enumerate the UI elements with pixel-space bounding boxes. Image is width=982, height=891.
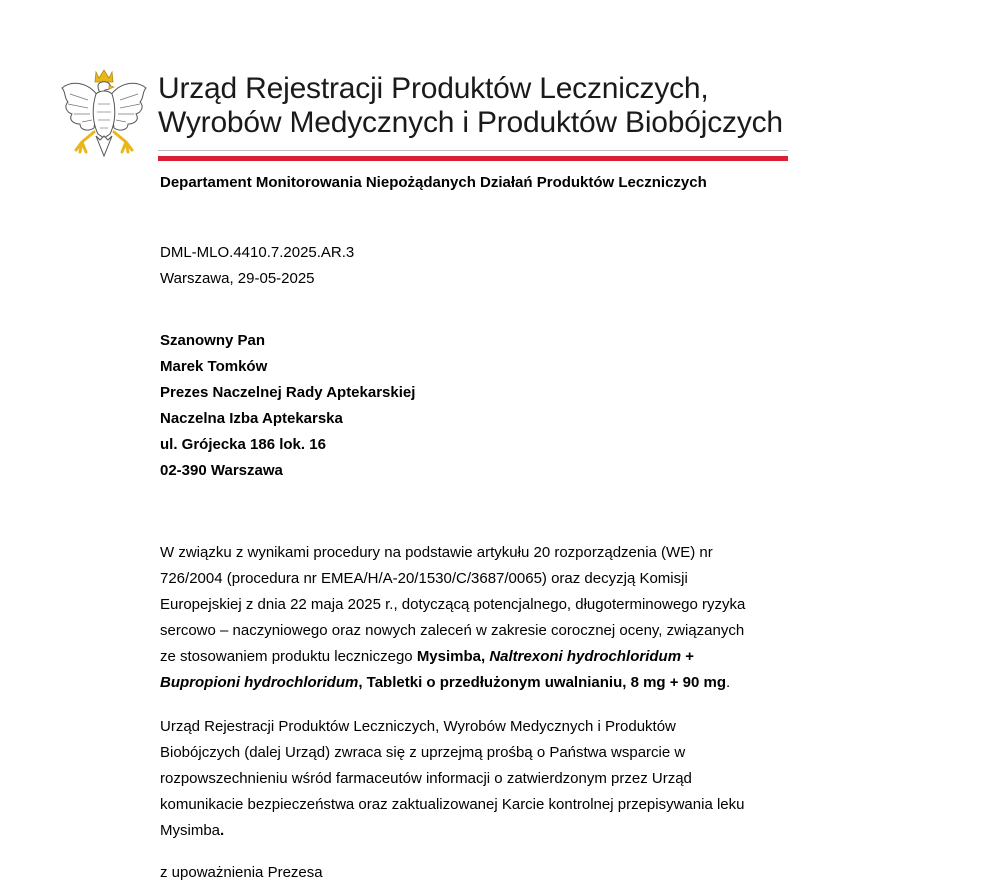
active-substance-1: Naltrexoni hydrochloridum xyxy=(489,648,682,665)
place-date: Warszawa, 29-05-2025 xyxy=(160,270,315,287)
recipient-city: 02-390 Warszawa xyxy=(160,462,283,479)
recipient-name: Marek Tomków xyxy=(160,358,268,375)
product-form-dose: , Tabletki o przedłużonym uwalnianiu, 8 mg + 90 mg xyxy=(358,674,727,691)
paragraph-line: komunikacie bezpieczeństwa oraz zaktualizowanej Karcie kontrolnej przepisywania leku xyxy=(160,796,745,813)
text-plain: ze stosowaniem produktu leczniczego xyxy=(160,648,417,665)
product-name: Mysimba, xyxy=(416,648,490,665)
text-plain: . xyxy=(726,674,731,691)
text-plain: Mysimba xyxy=(160,822,221,839)
paragraph-procedure xyxy=(160,540,820,696)
paragraph-line xyxy=(160,644,820,670)
paragraph-line: Urząd Rejestracji Produktów Leczniczych, Wyrobów Medycznych i Produktów xyxy=(160,718,676,735)
recipient-position: Prezes Naczelnej Rady Aptekarskiej xyxy=(160,384,416,401)
institution-name-line1: Urząd Rejestracji Produktów Leczniczych, xyxy=(158,72,709,105)
header-divider-grey xyxy=(158,150,788,151)
reference-block xyxy=(160,240,354,292)
recipient-organization: Naczelna Izba Aptekarska xyxy=(160,410,343,427)
paragraph-line xyxy=(160,670,820,696)
signature-authorization: z upoważnienia Prezesa xyxy=(160,864,323,881)
paragraph-line: W związku z wynikami procedury na podstawie artykułu 20 rozporządzenia (WE) nr xyxy=(160,544,713,561)
institution-name xyxy=(158,72,818,140)
paragraph-request xyxy=(160,714,820,844)
case-number: DML-MLO.4410.7.2025.AR.3 xyxy=(160,244,355,261)
institution-name-line2: Wyrobów Medycznych i Produktów Biobójczych xyxy=(158,106,783,139)
text-bold: . xyxy=(220,822,225,839)
paragraph-line: Biobójczych (dalej Urząd) zwraca się z uprzejmą prośbą o Państwa wsparcie w xyxy=(160,744,686,761)
paragraph-line xyxy=(160,818,820,844)
recipient-address xyxy=(160,328,415,484)
paragraph-line: 726/2004 (procedura nr EMEA/H/A-20/1530/C/3687/0065) oraz decyzją Komisji xyxy=(160,570,688,587)
text-bold: + xyxy=(681,648,694,665)
active-substance-2: Bupropioni hydrochloridum xyxy=(160,674,359,691)
recipient-salutation: Szanowny Pan xyxy=(160,332,266,349)
paragraph-line: rozpowszechnieniu wśród farmaceutów informacji o zatwierdzonym przez Urząd xyxy=(160,770,692,787)
paragraph-line: sercowo – naczyniowego oraz nowych zaleceń w zakresie corocznej oceny, związanych xyxy=(160,622,745,639)
department-name: Departament Monitorowania Niepożądanych Działań Produktów Leczniczych xyxy=(160,174,707,191)
paragraph-line: Europejskiej z dnia 22 maja 2025 r., dotyczącą potencjalnego, długoterminowego ryzyka xyxy=(160,596,746,613)
recipient-street: ul. Grójecka 186 lok. 16 xyxy=(160,436,326,453)
header-divider-red xyxy=(158,156,788,161)
polish-eagle-emblem-icon xyxy=(58,66,150,164)
